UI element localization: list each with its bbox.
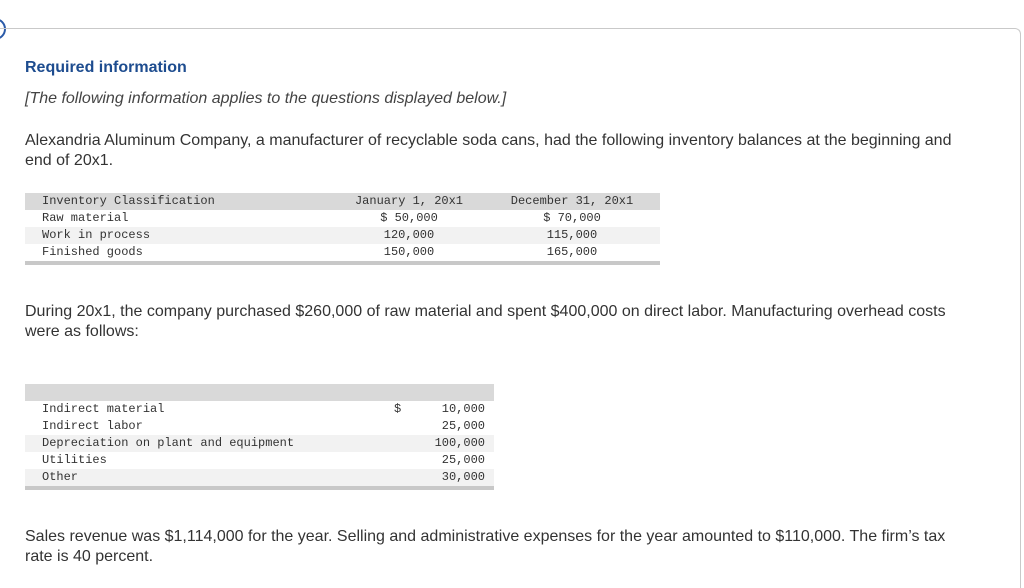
closing-paragraph: Sales revenue was $1,114,000 for the year. Selling and administrative expenses for the year amounted to $110,000. The firm’s tax rate is 40 percent. — [25, 528, 946, 565]
table-row — [25, 227, 660, 244]
cell-value: 25,000 — [441, 419, 485, 433]
subtitle: [The following information applies to the questions displayed below.] — [25, 90, 507, 107]
table-row — [25, 401, 494, 418]
row-label: Utilities — [42, 453, 107, 467]
row-label: Indirect labor — [42, 419, 143, 433]
cell-value: 25,000 — [441, 453, 485, 467]
currency-symbol: $ — [394, 402, 402, 416]
table-row — [25, 210, 660, 227]
column-header: December 31, 20x1 — [510, 194, 634, 208]
table-row — [25, 452, 494, 469]
row-label: Depreciation on plant and equipment — [42, 436, 295, 450]
table-header-row — [25, 193, 660, 210]
column-header: Inventory Classification — [42, 194, 215, 208]
row-label: Raw material — [42, 211, 129, 225]
cell-value: 30,000 — [441, 470, 485, 484]
page-title: Required information — [25, 59, 187, 76]
cell-value: 115,000 — [546, 228, 598, 242]
table-row — [25, 469, 494, 486]
middle-paragraph: During 20x1, the company purchased $260,000 of raw material and spent $400,000 on direct labor. Manufacturing overhead costs were as follows: — [25, 303, 946, 340]
table-header-row — [25, 384, 494, 401]
row-label: Other — [42, 470, 79, 484]
cell-value: 150,000 — [383, 245, 435, 259]
column-header: January 1, 20x1 — [354, 194, 464, 208]
row-label: Finished goods — [42, 245, 143, 259]
cell-value: 165,000 — [546, 245, 598, 259]
table-row — [25, 244, 660, 261]
row-label: Work in process — [42, 228, 151, 242]
intro-paragraph: Alexandria Aluminum Company, a manufacturer of recyclable soda cans, had the following inventory balances at the beginning and end of 20x1. — [25, 132, 952, 169]
row-label: Indirect material — [42, 402, 165, 416]
cell-value: $ 50,000 — [380, 211, 438, 225]
cell-value: $ 70,000 — [543, 211, 601, 225]
table-row — [25, 418, 494, 435]
table-row — [25, 435, 494, 452]
cell-value: 10,000 — [441, 402, 485, 416]
cell-value: 100,000 — [434, 436, 485, 450]
inventory-table — [25, 193, 660, 265]
overhead-table — [25, 384, 494, 490]
cell-value: 120,000 — [383, 228, 435, 242]
